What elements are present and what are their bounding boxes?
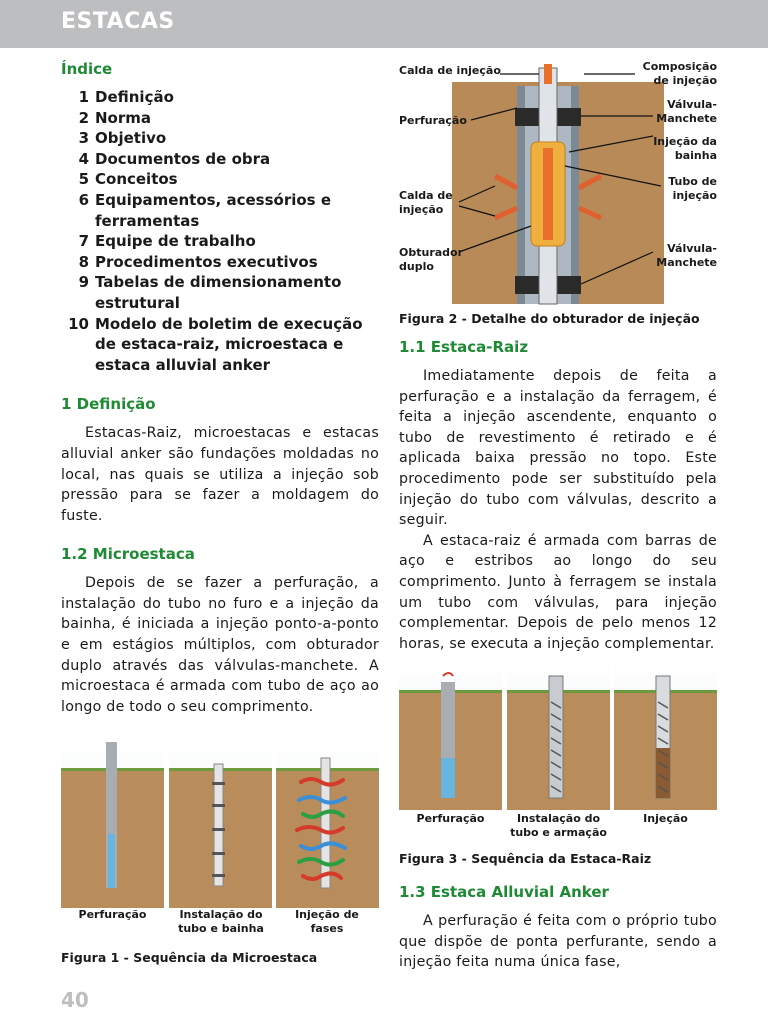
section-title: ESTACAS [61,9,175,34]
toc-title: Índice [61,60,113,78]
page-header [0,0,768,48]
figure-1 [61,742,379,972]
panel-injecao [614,662,717,810]
panel-injecao [276,742,379,908]
fig2-caption: Figura 2 - Detalhe do obturador de injeção [399,311,700,326]
figure-3 [399,662,717,872]
fig2-label-perfuracao: Perfuração [399,114,467,127]
figure-1-illustration [61,742,379,908]
heading-definicao: 1 Definição [61,395,156,414]
toc-item[interactable]: 1 Definição [78,88,174,106]
fig2-label-injecao-bainha: Injeção da bainha [653,135,717,162]
figure-2 [399,58,717,333]
fig2-label-composicao: Composição de injeção [642,60,717,87]
text-microestaca: Depois de se fazer a perfuração, a instalação do tubo no furo e a injeção da bainha, é iniciada a injeção ponto-a-ponto e em estágios múltiplos, com obturador duplo através das válvulas-manchete. A microestaca é armada com tubo de aço ao longo de todo o seu comprimento. [61,575,379,715]
fig3-label-instalacao: Instalação do tubo e armação [510,812,607,839]
panel-instalacao [169,742,272,908]
fig3-caption: Figura 3 - Sequência da Estaca-Raiz [399,851,652,866]
heading-microestaca: 1.2 Microestaca [61,545,195,564]
fig1-caption: Figura 1 - Sequência da Microestaca [61,950,318,965]
toc-item[interactable]: 10 Modelo de boletim de execução de estaca-raiz, microestaca e estaca alluvial anker [68,314,363,374]
left-column [61,60,379,717]
toc-item[interactable]: 7 Equipe de trabalho [78,232,256,251]
fig1-label-perfuracao: Perfuração [78,908,147,921]
fig3-label-injecao: Injeção [643,812,688,825]
toc-list [59,87,379,375]
text-definicao: Estacas-Raiz, microestacas e estacas alluvial anker são fundações moldadas no local, nas quais se utiliza a injeção sob pressão para se fazer a moldagem do fuste. [61,425,379,524]
toc-item[interactable]: 6 Equipamentos, acessórios e ferramentas [78,190,331,230]
fig1-label-instalacao: Instalação do tubo e bainha [178,908,264,935]
panel-perfuracao [61,742,164,908]
section-estaca-raiz [399,338,717,654]
fig1-label-injecao: Injeção de fases [295,908,359,935]
figure-3-illustration [399,662,717,810]
panel-perfuracao [399,662,502,810]
toc-item[interactable]: 4 Documentos de obra [78,149,271,168]
panel-instalacao [507,662,610,810]
section-alluvial-anker [399,883,717,973]
fig2-label-valvula-1: Válvula-Manchete [656,98,717,125]
text-estaca-raiz: Imediatamente depois de feita a perfuração e a instalação da ferragem, é feita a injeção ascendente, enquanto o tubo de revestimento é retirado e é aplicada baixa pressão no topo. Este procedimento pode ser substituído pela injeção do tubo com válvulas, descrito a seguir. A estaca-raiz é armada com barras de aço e estribos ao longo do seu comprimento. Junto à ferragem se instala um tubo com válvulas, para injeção complementar. Depois de pelo menos 12 horas, se executa a injeção complementar. [399,368,717,652]
heading-alluvial-anker: 1.3 Estaca Alluvial Anker [399,883,609,901]
fig2-label-tubo-injecao: Tubo de injeção [668,175,717,202]
fig2-label-obturador: Obturador duplo [399,246,464,273]
fig2-label-calda-injecao: Calda de injeção [399,189,453,216]
heading-estaca-raiz: 1.1 Estaca-Raiz [399,338,529,356]
fig3-label-perfuracao: Perfuração [416,812,485,825]
toc-item[interactable]: 3 Objetivo [78,129,167,148]
toc-item[interactable]: 8 Procedimentos executivos [78,252,318,271]
text-alluvial-anker: A perfuração é feita com o próprio tubo que dispõe de ponta perfurante, sendo a injeção feita numa única fase, [399,913,717,971]
toc-item[interactable]: 2 Norma [78,108,152,127]
toc-item[interactable]: 9 Tabelas de dimensionamento estrutural [78,273,342,312]
fig2-label-calda-injecao-top: Calda de injeção [399,64,501,77]
page-number: 40 [61,988,89,1012]
toc-item[interactable]: 5 Conceitos [78,170,178,189]
fig2-label-valvula-2: Válvula-Manchete [656,242,717,269]
